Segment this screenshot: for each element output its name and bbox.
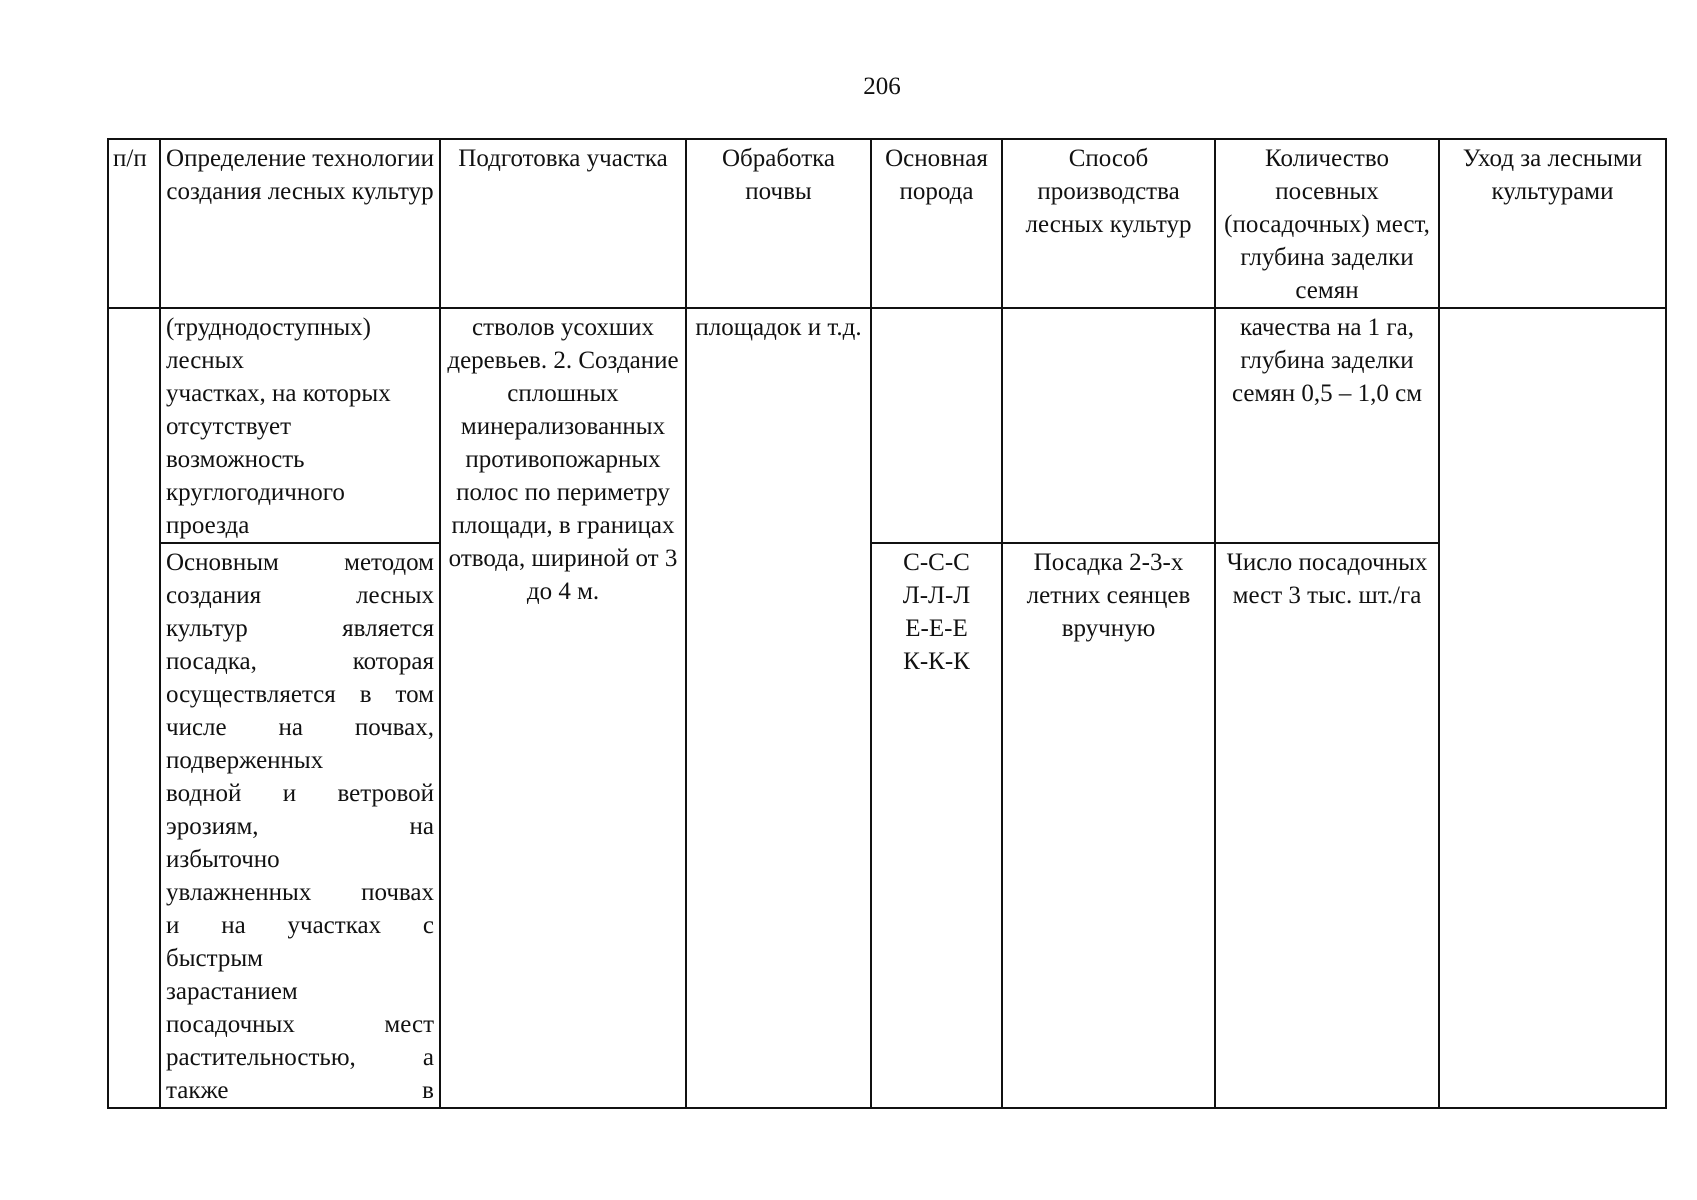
header-planting-quantity: Количество посевных (посадочных) мест, глубина заделки семян: [1215, 139, 1439, 308]
cell-line: и на участках с: [166, 912, 434, 939]
species-cell-2: [871, 543, 1002, 1108]
quantity-cell-2: Число посадочных мест 3 тыс. шт./га: [1215, 543, 1439, 1108]
table-row: [108, 543, 1666, 1108]
cell-line: участках, на которых: [166, 380, 391, 407]
cell-line: посадочных мест: [166, 1011, 434, 1038]
care-cell: [1439, 308, 1666, 1108]
technology-text-2: [166, 546, 434, 1107]
cell-line: проезда: [166, 512, 250, 539]
table-header-row: [108, 139, 1666, 308]
forest-culture-table: [107, 138, 1667, 1109]
header-main-species: Основная порода: [871, 139, 1002, 308]
cell-line: возможность: [166, 446, 305, 473]
header-production-method: Способ производства лесных культур: [1002, 139, 1215, 308]
cell-line: быстрым: [166, 945, 263, 972]
cell-line: растительностью, а: [166, 1044, 434, 1071]
soil-treatment-cell: площадок и т.д.: [686, 308, 871, 1108]
cell-line: подверженных: [166, 747, 324, 774]
cell-line: числе на почвах,: [166, 714, 434, 741]
cell-line: эрозиям, на: [166, 813, 434, 840]
cell-line: зарастанием: [166, 978, 298, 1005]
cell-line: культур является: [166, 615, 434, 642]
page-number: 206: [863, 73, 901, 100]
species-list: [877, 546, 996, 678]
cell-line: отсутствует: [166, 413, 292, 440]
cell-line: создания лесных: [166, 582, 434, 609]
header-number: п/п: [108, 139, 160, 308]
header-forest-care: Уход за лесными культурами: [1439, 139, 1666, 308]
technology-text-1: [166, 311, 434, 542]
cell-line: Основным методом: [166, 549, 434, 576]
cell-line: Л-Л-Л: [902, 582, 971, 609]
cell-line: увлажненных почвах: [166, 879, 434, 906]
header-preparation: Подготовка участка: [440, 139, 686, 308]
cell-line: Е-Е-Е: [905, 615, 968, 642]
method-cell-1: [1002, 308, 1215, 543]
table-row: [108, 308, 1666, 543]
cell-line: С-С-С: [903, 549, 970, 576]
cell-line: круглогодичного: [166, 479, 345, 506]
cell-line: осуществляется в том: [166, 681, 434, 708]
method-cell-2: Посадка 2-3-х летних сеянцев вручную: [1002, 543, 1215, 1108]
cell-line: лесных: [166, 347, 244, 374]
preparation-cell: стволов усохших деревьев. 2. Создание сплошных минерализованных противопожарных полос по периметру площади, в границах отвода, шириной от 3 до 4 м.: [440, 308, 686, 1108]
header-technology: Определение технологии создания лесных культур: [160, 139, 440, 308]
cell-line: К-К-К: [903, 648, 970, 675]
cell-line: избыточно: [166, 846, 280, 873]
quantity-cell-1: качества на 1 га, глубина заделки семян 0,5 – 1,0 см: [1215, 308, 1439, 543]
cell-line: посадка, которая: [166, 648, 434, 675]
technology-cell-1: [160, 308, 440, 543]
cell-line: также в: [166, 1077, 434, 1104]
species-cell-1: [871, 308, 1002, 543]
cell-line: (труднодоступных): [166, 314, 371, 341]
header-soil-treatment: Обработка почвы: [686, 139, 871, 308]
row-number-cell: [108, 308, 160, 1108]
cell-line: водной и ветровой: [166, 780, 434, 807]
technology-cell-2: [160, 543, 440, 1108]
